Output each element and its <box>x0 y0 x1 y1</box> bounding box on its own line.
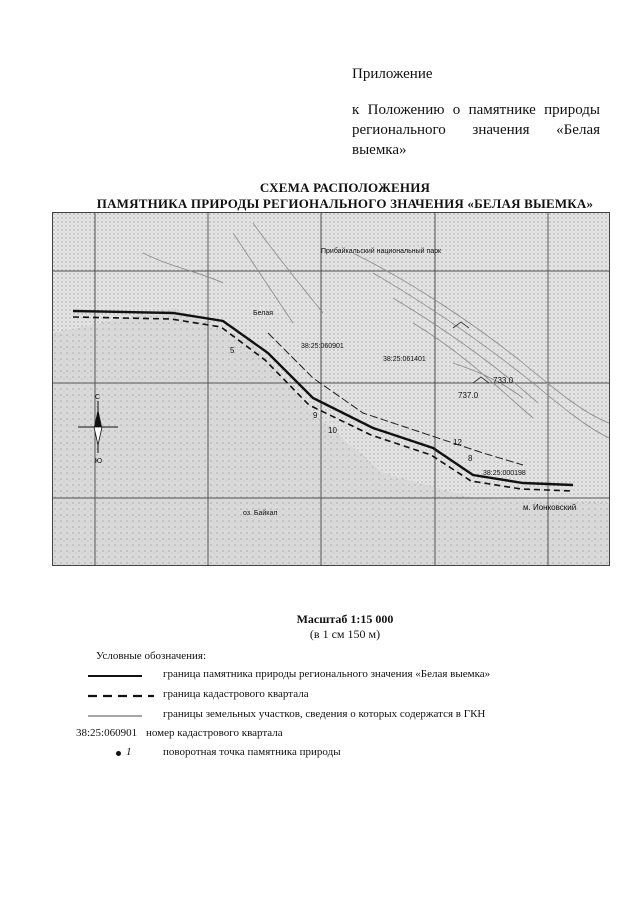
appendix-label: Приложение <box>352 66 433 82</box>
title-line-1: СХЕМА РАСПОЛОЖЕНИЯ <box>259 180 431 195</box>
legend-text: границы земельных участков, сведения о которых содержатся в ГКН <box>163 708 486 720</box>
park-label: Прибайкальский национальный парк <box>321 248 442 255</box>
height-label-2: 737.0 <box>458 391 479 400</box>
legend-title: Условные обозначения: <box>96 650 207 662</box>
point-label-5: 5 <box>230 346 235 355</box>
point-label-8: 8 <box>468 454 473 463</box>
solid-line-icon <box>88 672 142 680</box>
point-label-9: 9 <box>313 411 318 420</box>
legend-item-monument-boundary <box>0 668 640 684</box>
legend-item-cadastral-boundary <box>0 688 640 704</box>
map-scale <box>0 612 640 642</box>
legend-text: номер кадастрового квартала <box>146 727 283 739</box>
legend-text: поворотная точка памятника природы <box>163 746 341 758</box>
legend-text: граница кадастрового квартала <box>163 688 309 700</box>
legend-item-land-plots <box>0 708 640 724</box>
quarter-label-2: 38:25:061401 <box>383 356 426 363</box>
compass-north: С <box>95 394 101 401</box>
legend-text: граница памятника природы регионального значения «Белая выемка» <box>163 668 491 680</box>
appendix-reference: к Положению о памятнике природы регионального значения «Белая выемка» <box>352 102 600 158</box>
point-dot-icon <box>116 751 121 756</box>
legend-item-quarter-number <box>0 727 640 743</box>
dashed-line-icon <box>88 692 154 700</box>
compass-south: Ю <box>95 458 103 465</box>
topographic-map <box>52 212 610 566</box>
legend-symbol-text: 38:25:060901 <box>76 727 138 739</box>
height-label-1: 733.0 <box>493 376 514 385</box>
thin-line-icon <box>88 712 142 720</box>
legend-item-turning-point <box>0 746 640 762</box>
point-label-12: 12 <box>453 438 462 447</box>
title-line-2: ПАМЯТНИКА ПРИРОДЫ РЕГИОНАЛЬНОГО ЗНАЧЕНИЯ «БЕЛАЯ ВЫЕМКА» <box>96 196 594 211</box>
lake-label: оз. Байкал <box>243 510 278 517</box>
scale-label: Масштаб 1:15 000 <box>296 612 394 626</box>
place-label: м. Ионковский <box>523 503 577 512</box>
document-title <box>0 180 640 212</box>
quarter-label-1: 38:25:060901 <box>301 343 344 350</box>
point-label-10: 10 <box>328 426 337 435</box>
legend-symbol-text: 1 <box>126 746 132 758</box>
belaya-label: Белая <box>253 310 274 317</box>
scale-sub: (в 1 см 150 м) <box>309 627 381 641</box>
quarter-label-3: 38:25:000198 <box>483 470 526 477</box>
